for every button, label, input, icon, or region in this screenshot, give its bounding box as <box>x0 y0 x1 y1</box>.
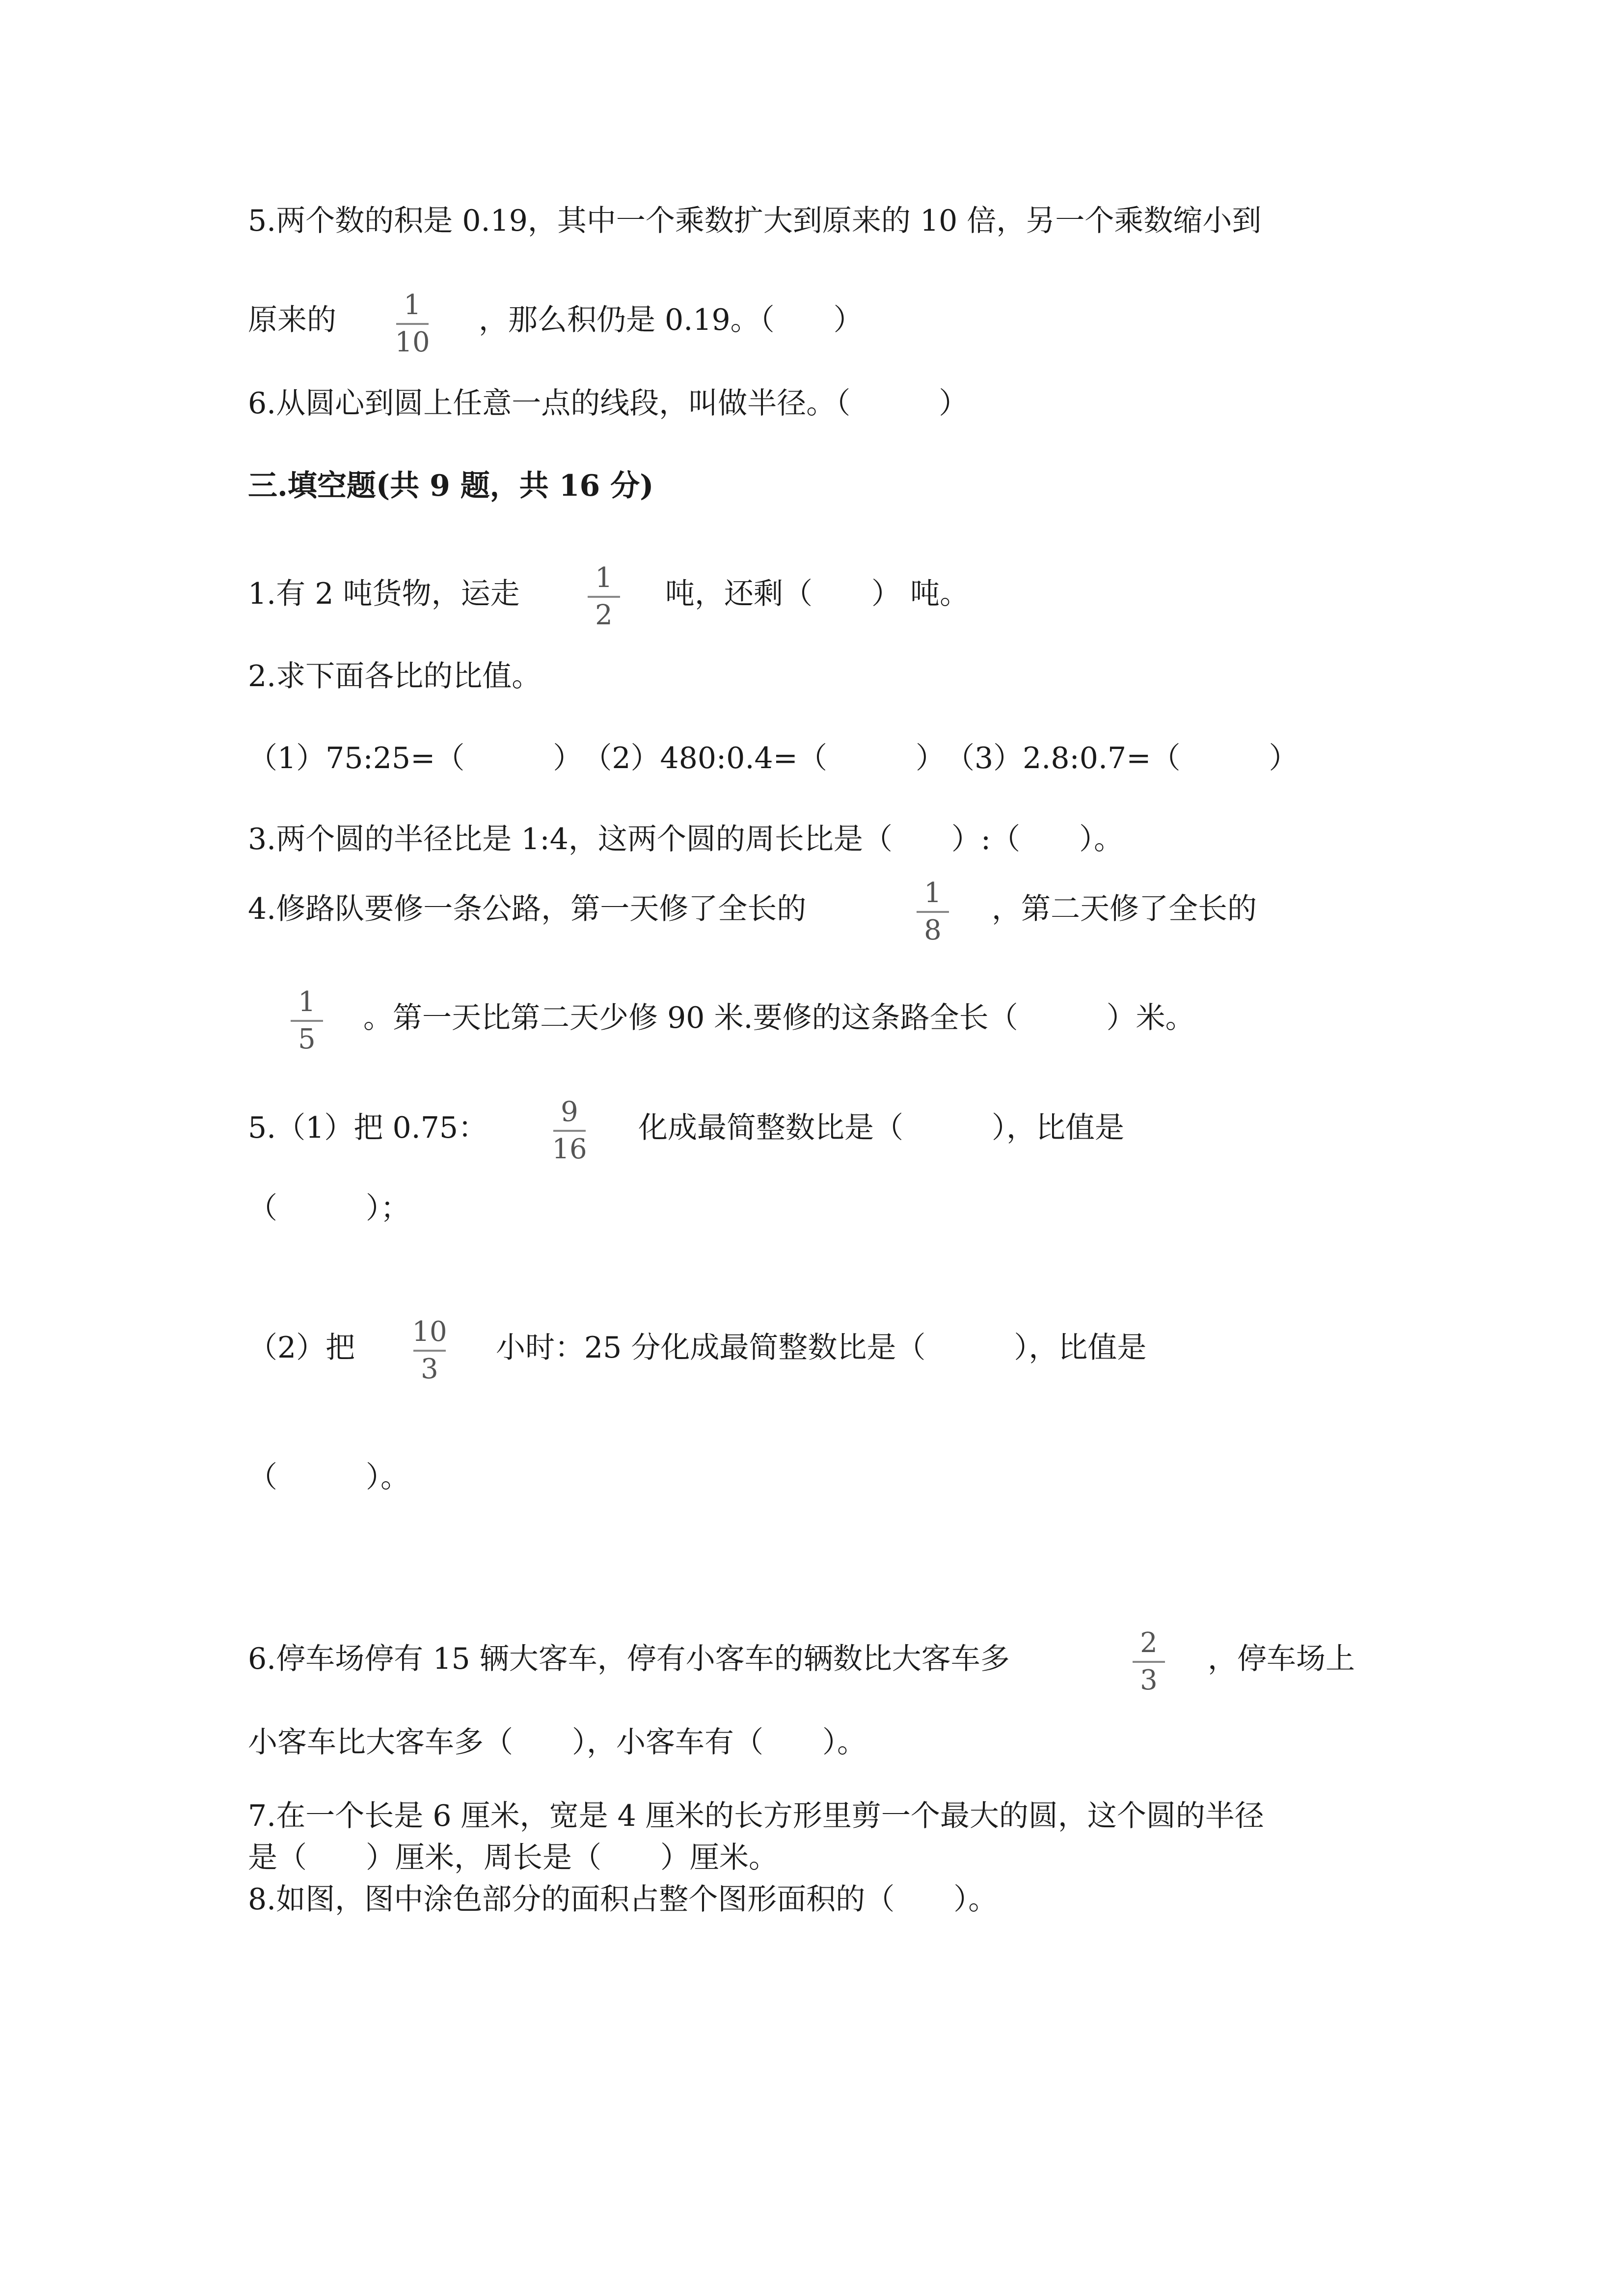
fraction-bar <box>396 323 429 325</box>
fill-q3: 3.两个圆的半径比是 1:4，这两个圆的周长比是（ ）:（ ）。 <box>248 822 1124 856</box>
fraction-bar <box>413 1350 446 1352</box>
fill-q2-items: （1）75:25=（ ） （2）480:0.4=（ ） （3）2.8:0.7=（ ） <box>248 741 1299 775</box>
fill-q4-fraction2 <box>285 988 329 1054</box>
fill-q4-prefix: 4.修路队要修一条公路，第一天修了全长的 <box>248 892 807 926</box>
fill-q6-fraction <box>1127 1629 1171 1695</box>
fraction-bar <box>588 596 620 598</box>
fill-q1-prefix: 1.有 2 吨货物，运走 <box>248 577 520 611</box>
fill-q6-prefix: 6.停车场停有 15 辆大客车，停有小客车的辆数比大客车多 <box>248 1642 1010 1676</box>
fill-q7-line2: 是（ ）厘米，周长是（ ）厘米。 <box>248 1841 778 1875</box>
fraction-denominator: 16 <box>552 1133 587 1165</box>
fill-q5b-prefix: （2）把 <box>248 1331 355 1365</box>
tf-q5-fraction <box>390 291 434 357</box>
tf-q5-line2-suffix: ，那么积仍是 0.19。（ ） <box>479 303 863 337</box>
fraction-bar <box>1133 1661 1165 1663</box>
fill-q7-line1: 7.在一个长是 6 厘米，宽是 4 厘米的长方形里剪一个最大的圆，这个圆的半径 <box>248 1799 1264 1833</box>
fraction-bar <box>291 1020 323 1022</box>
fill-q4-middle: ，第二天修了全长的 <box>992 892 1257 926</box>
fill-q5b-suffix: 小时：25 分化成最简整数比是（ ），比值是 <box>496 1331 1147 1365</box>
fraction-numerator: 1 <box>298 986 316 1018</box>
fill-q6-suffix: ，停车场上 <box>1208 1642 1355 1676</box>
fill-q8: 8.如图，图中涂色部分的面积占整个图形面积的（ ）。 <box>248 1882 998 1917</box>
fraction-numerator: 9 <box>561 1096 578 1128</box>
fraction-bar <box>553 1130 586 1132</box>
fraction-numerator: 2 <box>1140 1627 1158 1659</box>
tf-q5-line2-prefix: 原来的 <box>248 303 336 337</box>
fill-q1-suffix: 吨，还剩（ ） 吨。 <box>665 577 970 611</box>
fill-q1-fraction <box>582 563 626 630</box>
fraction-numerator: 1 <box>595 562 613 594</box>
fraction-denominator: 3 <box>421 1353 438 1385</box>
fraction-denominator: 8 <box>924 914 942 946</box>
fill-q4-suffix: 。第一天比第二天少修 90 米.要修的这条路全长（ ）米。 <box>363 1001 1195 1035</box>
fill-q4-fraction1 <box>911 879 955 945</box>
fill-q5b-fraction <box>407 1317 452 1384</box>
fraction-denominator: 3 <box>1140 1664 1158 1696</box>
fraction-numerator: 1 <box>924 877 942 909</box>
tf-q6: 6.从圆心到圆上任意一点的线段，叫做半径。（ ） <box>248 386 969 421</box>
fraction-numerator: 1 <box>404 289 421 321</box>
fraction-bar <box>917 911 949 913</box>
fill-q5a-suffix: 化成最简整数比是（ ），比值是 <box>638 1111 1124 1145</box>
fraction-denominator: 5 <box>298 1023 316 1055</box>
tf-q5-line1: 5.两个数的积是 0.19，其中一个乘数扩大到原来的 10 倍，另一个乘数缩小到 <box>248 204 1262 238</box>
fill-q5b-blank: （ ）。 <box>248 1460 410 1495</box>
fraction-denominator: 10 <box>395 326 430 358</box>
section-heading: 三.填空题(共 9 题，共 16 分) <box>248 469 654 503</box>
fill-q5a-fraction <box>547 1097 592 1164</box>
fill-q2: 2.求下面各比的比值。 <box>248 659 541 694</box>
fraction-denominator: 2 <box>595 599 613 631</box>
fraction-numerator: 10 <box>412 1316 447 1348</box>
fill-q6-line2: 小客车比大客车多（ ），小客车有（ ）。 <box>248 1725 866 1760</box>
fill-q5a-blank: （ ）； <box>248 1191 410 1226</box>
fill-q5a-prefix: 5.（1）把 0.75： <box>248 1111 488 1145</box>
